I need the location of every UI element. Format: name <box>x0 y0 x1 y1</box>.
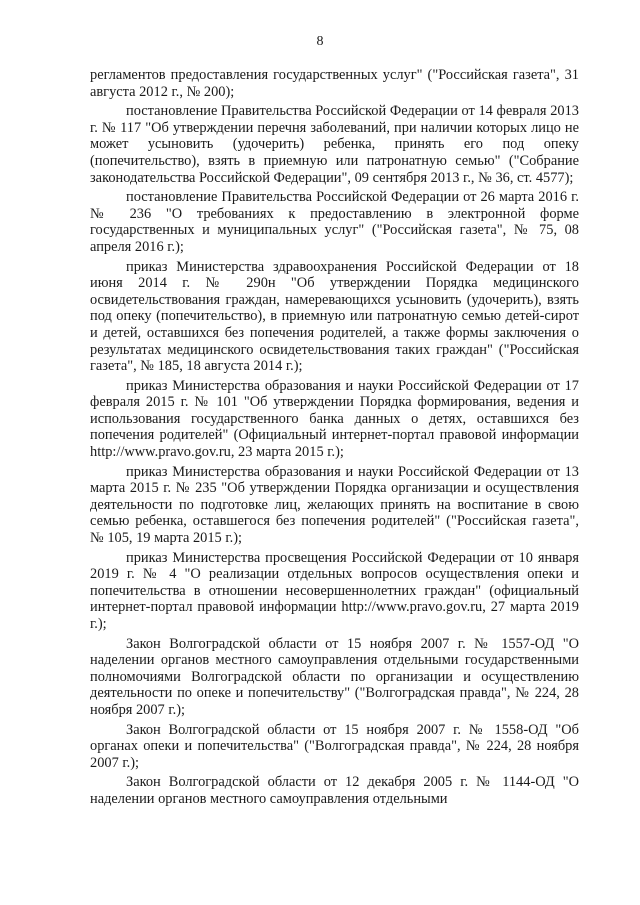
paragraph: приказ Министерства образования и науки Российской Федерации от 17 февраля 2015 г. № 101 "Об утверждении Порядка формирования, ведения и использования государственного банка данных о детях, оставшихся без попечения родителей" (Официальный интернет-портал правовой информации http://www.pravo.gov.ru, 23 марта 2015 г.); <box>90 377 579 461</box>
paragraph: Закон Волгоградской области от 15 ноября 2007 г. № 1557-ОД "О наделении органов местного самоуправления отдельными государственными полномочиями Волгоградской области по организации и осуществлению деятельности по опеке и попечительству" ("Волгоградская правда", № 224, 28 ноября 2007 г.); <box>90 635 579 718</box>
paragraph: регламентов предоставления государственных услуг" ("Российская газета", 31 августа 2012 г., № 200); <box>90 67 579 100</box>
paragraph: приказ Министерства просвещения Российской Федерации от 10 января 2019 г. № 4 "О реализации отдельных вопросов осуществления опеки и попечительства в отношении несовершеннолетних граждан" (официальный интернет-портал правовой информации http://www.pravo.gov.ru, 27 марта 2019 г.); <box>90 549 579 632</box>
paragraph: Закон Волгоградской области от 12 декабря 2005 г. № 1144-ОД "О наделении органов местного самоуправления отдельными <box>90 774 579 807</box>
paragraph: приказ Министерства образования и науки Российской Федерации от 13 марта 2015 г. № 235 "Об утверждении Порядка организации и осуществления деятельности по подготовке лиц, желающих принять на воспитание в свою семью ребенка, оставшегося без попечения родителей" ("Российская газета", № 105, 19 марта 2015 г.); <box>90 463 579 547</box>
page-number: 8 <box>316 34 324 49</box>
document-body <box>90 67 579 811</box>
paragraph: приказ Министерства здравоохранения Российской Федерации от 18 июня 2014 г. № 290н "Об утверждении Порядка медицинского освидетельствования граждан, намеревающихся усыновить (удочерить), взять под опеку (попечительство), в приемную или патронатную семью детей-сирот и детей, оставшихся без попечения родителей, а также формы заключения о результатах медицинского освидетельствования таких граждан" ("Российская газета", № 185, 18 августа 2014 г.); <box>90 258 579 375</box>
paragraph: постановление Правительства Российской Федерации от 14 февраля 2013 г. № 117 "Об утверждении перечня заболеваний, при наличии которых лицо не может усыновить (удочерить) ребенка, принять его под опеку (попечительство), взять в приемную или патронатную семью" ("Собрание законодательства Российской Федерации", 09 сентября 2013 г., № 36, ст. 4577); <box>90 103 579 186</box>
paragraph: постановление Правительства Российской Федерации от 26 марта 2016 г. № 236 "О требованиях к предоставлению в электронной форме государственных и муниципальных услуг" ("Российская газета", № 75, 08 апреля 2016 г.); <box>90 189 579 255</box>
paragraph: Закон Волгоградской области от 15 ноября 2007 г. № 1558-ОД "Об органах опеки и попечительства" ("Волгоградская правда", № 224, 28 ноября 2007 г.); <box>90 721 579 771</box>
